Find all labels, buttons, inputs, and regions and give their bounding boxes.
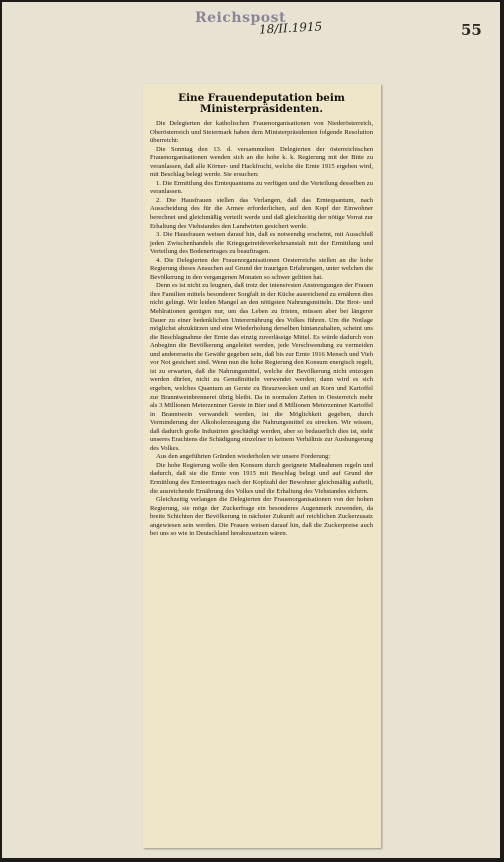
- page-number: 55: [461, 21, 482, 39]
- article-paragraph: Denn es ist nicht zu leugnen, daß trotz der intensivsten Anstrengungen der Frauen ihre Familien mittels besonderer Sorgfalt in der Küche ausreichend zu ernähren dies nicht gelingt. Wir leiden Mangel an den nötigsten Nahrungsmitteln. Die Brot- und Mehlrationen genügen nur, um das Leben zu fristen, müssen aber bei längerer Dauer zu einer bedenklichen Unterernährung des Volkes führen. Um die Notlage möglichst abzukürzen und eine Wiederholung derselben hintanzuhalten, scheint uns die Beschlagnahme der Ernte das einzig zuverlässige Mittel. Es würde dadurch von Anbeginn die Bevölkerung angeleitet werden, jede Verschwendung zu vermeiden und andererseits die Gewähr gegeben sein, daß bis zur Ernte 1916 Mensch und Vieh vor Not gesichert sind. Wenn nun die hohe Regierung den Konsum energisch regelt, ist zu erwarten, daß die Nahrungsmittel, welche der Bevölkerung nicht entzogen werden dürfen, nicht zu Genußmitteln verwendet werden; dann wird es sich ergeben, welches Quantum an Gerste zu Brauzwecken und an Korn und Kartoffel zur Branntweinbrennerei übrig bleibt. Da in normalen Zeiten in Oesterreich mehr als 3 Millionen Meterzentner Gerste in Bier und 8 Millionen Meterzentner Kartoffel in Branntwein verwandelt werden, ist die Möglichkeit gegeben, durch Verminderung der Alkoholerzeugung die Nahrungsmittel zu strecken. Wir wissen, daß dadurch große Industrien geschädigt werden, aber so bedauerlich dies ist, steht unseres Erachtens die Schädigung einzelner in keinem Verhältnis zur Aushungerung des Volkes.: [150, 282, 373, 452]
- article-paragraph: Gleichzeitig verlangen die Delegierten der Frauenorganisationen von der hohen Regierung, sie möge der Zuckerfrage ein besonderes Augenmerk zuwenden, da breite Schichten der Bevölkerung in nächster Zukunft auf reichlichen Zuckerzusatz angewiesen sein werden. Die Frauen weisen darauf hin, daß die Zuckerpreise auch bei uns so wie in Deutschland herabzusetzen wären.: [150, 496, 373, 538]
- article-paragraph: 4. Die Delegierten der Frauenorganisationen Oesterreichs stellen an die hohe Regierung dieses Ansuchen auf Grund der traurigen Erfahrungen, unter welchen die Bevölkerung in den vergangenen Monaten so schwer gelitten hat.: [150, 256, 373, 281]
- article-body: [150, 120, 373, 539]
- handwritten-date: 18/II.1915: [258, 19, 323, 37]
- article-title-line-2: Ministerpräsidenten.: [200, 103, 323, 115]
- archive-page: [2, 2, 500, 858]
- article-paragraph: 3. Die Hausfrauen weisen darauf hin, daß es notwendig erscheint, mit Ausschluß jeden Zwischenhandels die Kriegsgetreideverkehrsanstalt mit der Ermittlung und Verteilung des Bodenertrages zu beauftragen.: [150, 231, 373, 256]
- newspaper-stamp: Reichspost: [195, 10, 286, 26]
- article-paragraph: Aus den angeführten Gründen wiederholen wir unsere Forderung:: [156, 453, 331, 461]
- article-title: [150, 93, 373, 115]
- article-paragraph: 2. Die Hausfrauen stellen das Verlangen, daß das Erntequantum, nach Ausscheidung des für die Armee erforderlichen, auf den Kopf der Einwohner berechnet und gleichmäßig verteilt werde und daß gleichzeitig der nötige Vorrat zur Erhaltung des Viehstandes den Landwirten gesichert werde.: [150, 196, 373, 230]
- newspaper-clipping: [143, 84, 381, 848]
- article-title-line-1: Eine Frauendeputation beim: [178, 92, 345, 104]
- article-paragraph: Die hohe Regierung wolle den Konsum durch geeignete Maßnahmen regeln und dadurch, daß sie die Ernte von 1915 mit Beschlag belegt und auf Grund der Ermittlung des Ernteertrages nach der Kopfzahl der Bewohner gleichmäßig aufteilt, die ausreichende Ernährung des Volkes und die Erhaltung des Viehstandes sichern.: [150, 461, 373, 495]
- article-paragraph: Die Sonntag den 13. d. versammelten Delegierten der österreichischen Frauenorganisationen wenden sich an die hohe k. k. Regierung mit der Bitte zu veranlassen, daß alle Körner- und Hackfrucht, welche die Ernte 1915 ergeben wird, mit Beschlag belegt werde. Sie ersuchen:: [150, 145, 373, 179]
- article-paragraph: 1. Die Ermittlung des Erntequantums zu verfügen und die Verteilung desselben zu veranlassen.: [150, 179, 373, 196]
- article-paragraph: Die Delegierten der katholischen Frauenorganisationen von Niederösterreich, Oberösterreich und Steiermark haben dem Ministerpräsidenten folgende Resolution überreicht:: [150, 120, 373, 145]
